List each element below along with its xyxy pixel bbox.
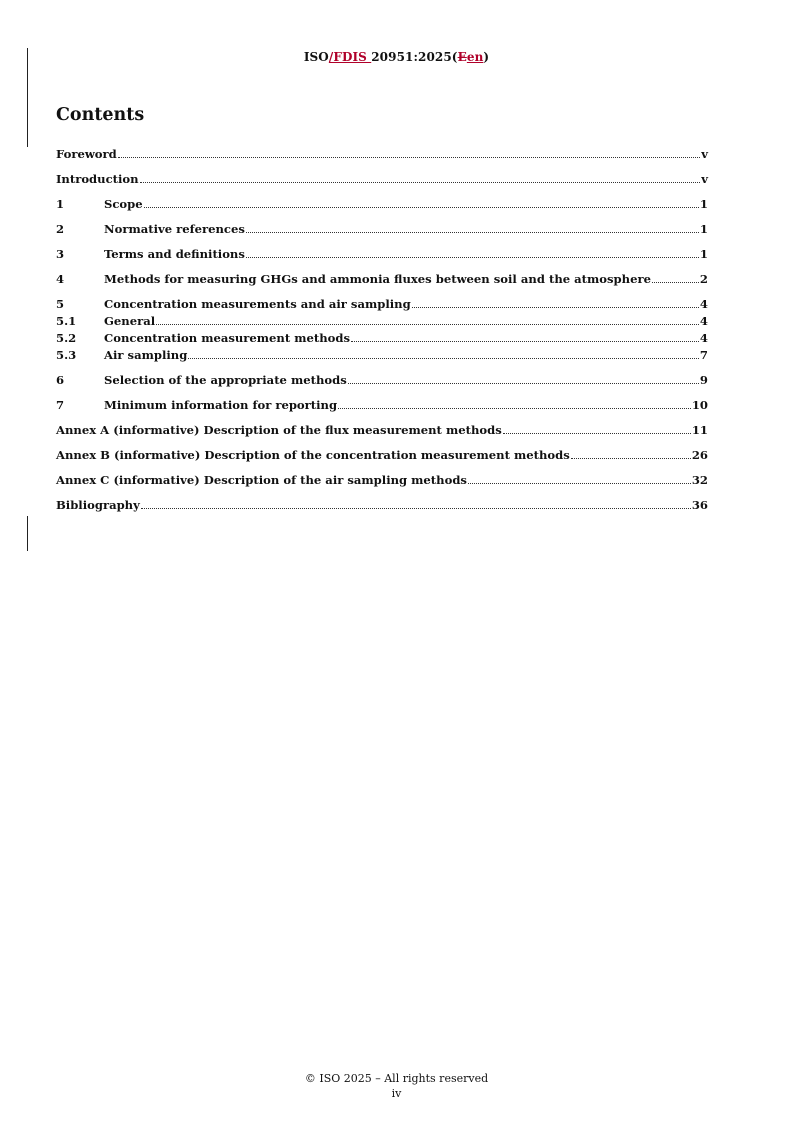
toc-entry-title: Annex B (informative) Description of the concentration measurement methods [56, 448, 570, 462]
header-deleted-lang: E [457, 50, 467, 64]
toc-entry-title: Introduction [56, 172, 139, 186]
toc-entry[interactable] [56, 473, 708, 488]
toc-entry-number: 7 [56, 398, 65, 412]
dot-leader [141, 507, 691, 509]
dot-leader [140, 181, 701, 183]
toc-entry[interactable] [56, 172, 708, 187]
header-inserted-fdis: /FDIS [328, 50, 372, 64]
toc-entry-page: 2 [699, 272, 708, 286]
toc-entry-page: 1 [699, 222, 708, 236]
toc-entry-page: 36 [691, 498, 708, 512]
dot-leader [118, 156, 701, 158]
toc-entry-title: Air sampling [104, 348, 188, 362]
toc-entry[interactable] [56, 373, 708, 388]
toc-entry[interactable] [56, 423, 708, 438]
document-header [0, 50, 793, 64]
toc-entry-title: Bibliography [56, 498, 140, 512]
page-number: iv [391, 1087, 402, 1100]
page-footer [0, 1071, 793, 1101]
dot-leader [468, 482, 691, 484]
toc-entry-page: 11 [691, 423, 708, 437]
dot-leader [338, 407, 691, 409]
toc-entry-number: 4 [56, 272, 65, 286]
toc-entry-page: 26 [691, 448, 708, 462]
toc-entry-page: 4 [699, 331, 708, 345]
toc-entry-page: 1 [699, 197, 708, 211]
toc-entry[interactable] [56, 147, 708, 162]
header-suffix: ) [483, 50, 490, 64]
dot-leader [188, 357, 699, 359]
toc-entry[interactable] [56, 314, 708, 329]
toc-entry-page: 4 [699, 297, 708, 311]
copyright-notice: © ISO 2025 – All rights reserved [304, 1072, 489, 1085]
dot-leader [246, 256, 699, 258]
toc-entry-title: Annex C (informative) Description of the air sampling methods [56, 473, 467, 487]
toc-entry-title: Scope [104, 197, 143, 211]
dot-leader [348, 382, 699, 384]
toc-entry[interactable] [56, 398, 708, 413]
toc-entry-number: 5.2 [56, 331, 77, 345]
toc-entry-number: 5 [56, 297, 65, 311]
dot-leader [571, 457, 691, 459]
toc-entry-title: Annex A (informative) Description of the flux measurement methods [56, 423, 502, 437]
toc-entry-title: Foreword [56, 147, 117, 161]
toc-entry-title: Normative references [104, 222, 245, 236]
toc-entry-title: Methods for measuring GHGs and ammonia fluxes between soil and the atmosphere [104, 272, 651, 286]
toc-entry[interactable] [56, 448, 708, 463]
toc-entry-page: 1 [699, 247, 708, 261]
dot-leader [156, 323, 699, 325]
toc-entry[interactable] [56, 197, 708, 212]
toc-entry[interactable] [56, 272, 708, 287]
toc-entry-title: Concentration measurements and air sampling [104, 297, 411, 311]
toc-entry[interactable] [56, 297, 708, 312]
dot-leader [144, 206, 699, 208]
toc-entry-title: Minimum information for reporting [104, 398, 338, 412]
toc-entry-page: 9 [699, 373, 708, 387]
toc-entry-title: General [104, 314, 156, 328]
toc-entry-page: 7 [699, 348, 708, 362]
toc-entry[interactable] [56, 222, 708, 237]
toc-entry[interactable] [56, 247, 708, 262]
table-of-contents [56, 147, 708, 513]
dot-leader [246, 231, 699, 233]
toc-entry-number: 1 [56, 197, 65, 211]
toc-entry-title: Selection of the appropriate methods [104, 373, 347, 387]
toc-entry-title: Terms and definitions [104, 247, 245, 261]
dot-leader [412, 306, 699, 308]
toc-entry[interactable] [56, 331, 708, 346]
header-number: 20951:2025( [371, 50, 458, 64]
toc-entry[interactable] [56, 498, 708, 513]
toc-entry-number: 5.3 [56, 348, 77, 362]
toc-entry[interactable] [56, 348, 708, 363]
dot-leader [652, 281, 699, 283]
header-prefix: ISO [303, 50, 329, 64]
toc-entry-page: 4 [699, 314, 708, 328]
toc-entry-title: Concentration measurement methods [104, 331, 351, 345]
toc-entry-number: 3 [56, 247, 65, 261]
dot-leader [351, 340, 699, 342]
toc-entry-number: 2 [56, 222, 65, 236]
toc-entry-number: 5.1 [56, 314, 77, 328]
header-inserted-lang: en [466, 50, 484, 64]
toc-entry-page: v [701, 147, 708, 161]
change-bar-bottom [27, 516, 28, 551]
toc-entry-page: 10 [691, 398, 708, 412]
dot-leader [503, 432, 691, 434]
contents-title: Contents [56, 105, 145, 125]
toc-entry-number: 6 [56, 373, 65, 387]
toc-entry-page: v [701, 172, 708, 186]
toc-entry-page: 32 [691, 473, 708, 487]
